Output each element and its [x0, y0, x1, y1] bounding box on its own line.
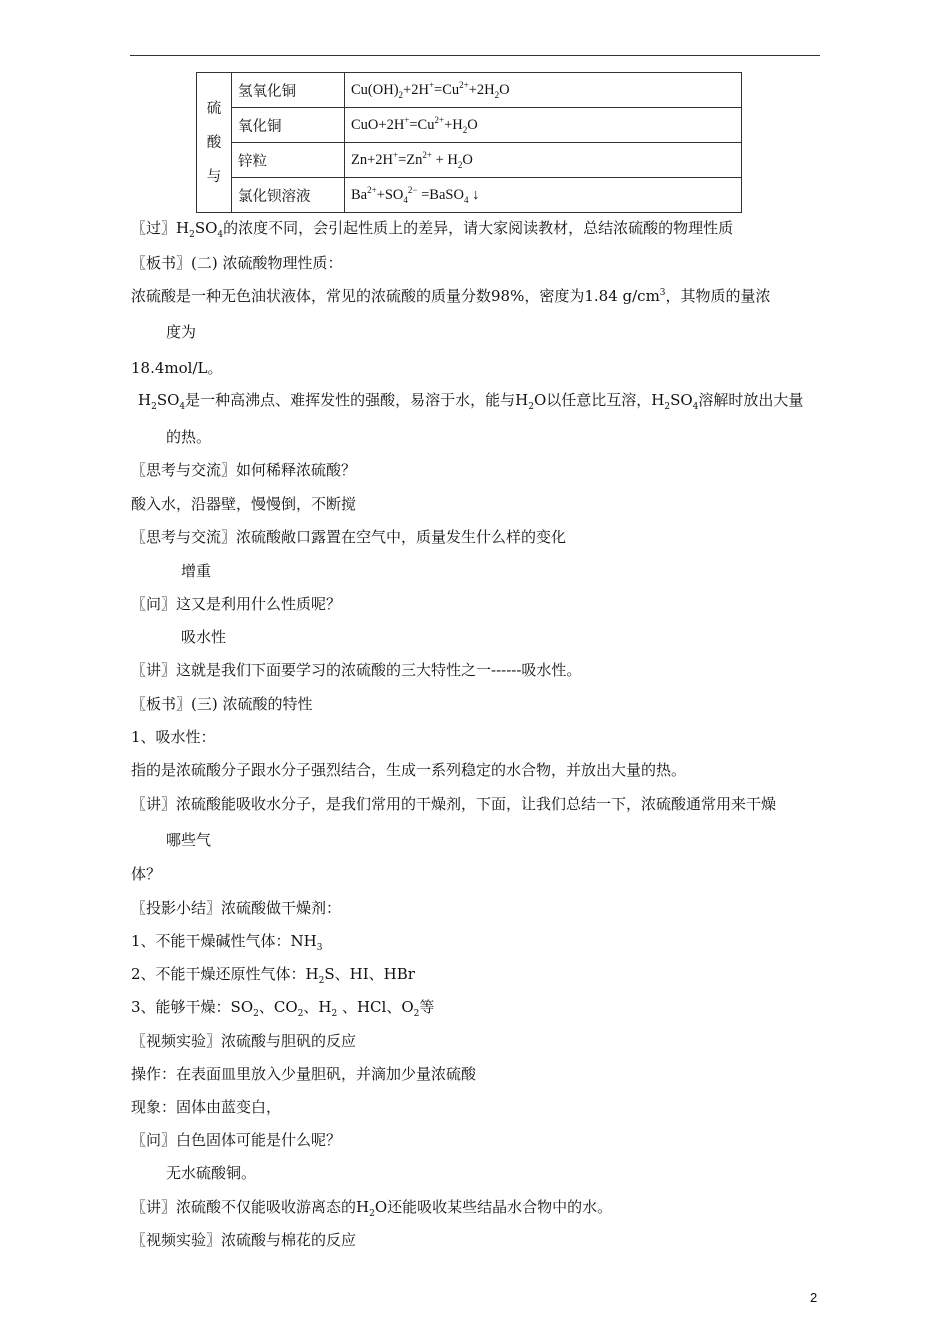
- text-line: 〖板书〗(三) 浓硫酸的特性: [131, 695, 313, 713]
- text-line: 〖过〗$H_2SO_4$的浓度不同，会引起性质上的差异，请大家阅读教材，总结浓硫酸的物理性质: [131, 219, 734, 240]
- text-line: 18.4mol/L。: [131, 359, 223, 377]
- text-line: 〖问〗白色固体可能是什么呢？: [131, 1131, 342, 1149]
- text-line: 3、能够干燥：$SO_2$、$CO_2$、$H_2$ 、HCl、$O_2$等: [131, 998, 435, 1019]
- text-line: 〖板书〗(二) 浓硫酸物理性质：: [131, 254, 343, 272]
- table-row: [197, 178, 742, 213]
- text-line: $H_2SO_4$是一种高沸点、难挥发性的强酸，易溶于水，能与$H_2O$以任意比互溶，$H_2SO_4$溶解时放出大量: [138, 391, 804, 412]
- table-row: [197, 143, 742, 178]
- text-line: 现象：固体由蓝变白，: [131, 1098, 282, 1116]
- text-line: 操作：在表面皿里放入少量胆矾，并滴加少量浓硫酸: [131, 1065, 477, 1083]
- page-number: 2: [810, 1290, 818, 1305]
- reagent-name: 锌粒: [232, 143, 345, 178]
- text-line: 1、吸水性：: [131, 728, 216, 746]
- text-line: 〖讲〗浓硫酸能吸收水分子，是我们常用的干燥剂，下面，让我们总结一下，浓硫酸通常用来干燥: [131, 795, 777, 813]
- text-line: 浓硫酸是一种无色油状液体，常见的浓硫酸的质量分数98%，密度为1.84 $g/cm^3$，其物质的量浓: [131, 287, 771, 305]
- header-rule: [130, 55, 820, 56]
- text-line: 指的是浓硫酸分子跟水分子强烈结合，生成一系列稳定的水合物，并放出大量的热。: [131, 761, 687, 779]
- ionic-equation: $Cu(OH)_2+2H^+=Cu^{2+}+2H_2O$: [345, 73, 742, 108]
- text-line: 哪些气: [166, 831, 212, 849]
- text-line: 〖思考与交流〗如何稀释浓硫酸？: [131, 461, 357, 479]
- reagent-name: 氧化铜: [232, 108, 345, 143]
- table-row: [197, 108, 742, 143]
- side-char: 与: [206, 168, 222, 185]
- text-line: 〖投影小结〗浓硫酸做干燥剂：: [131, 899, 342, 917]
- text-line: 1、不能干燥碱性气体：$NH_3$: [131, 932, 323, 953]
- text-line: 吸水性: [181, 628, 227, 646]
- text-line: 〖视频实验〗浓硫酸与棉花的反应: [131, 1231, 357, 1249]
- text-line: 〖讲〗浓硫酸不仅能吸收游离态的$H_2O$还能吸收某些结晶水合物中的水。: [131, 1198, 613, 1219]
- text-line: 〖问〗这又是利用什么性质呢？: [131, 595, 342, 613]
- text-line: 增重: [181, 562, 212, 580]
- table-row: [197, 73, 742, 108]
- text-line: 酸入水，沿器壁，慢慢倒，不断搅: [131, 495, 357, 513]
- table-side-label: [197, 73, 232, 213]
- text-line: 的热。: [166, 428, 212, 446]
- text-line: 2、不能干燥还原性气体：$H_2S$、HI、HBr: [131, 965, 415, 986]
- ionic-equation: $CuO+2H^+=Cu^{2+}+H_2O$: [345, 108, 742, 143]
- text-line: 度为: [166, 323, 197, 341]
- side-char: 酸: [206, 134, 222, 151]
- ionic-equation: $Zn+2H^+=Zn^{2+} + H_2O$: [345, 143, 742, 178]
- text-line: 〖思考与交流〗浓硫酸敞口露置在空气中，质量发生什么样的变化: [131, 528, 567, 546]
- side-char: 硫: [206, 100, 222, 117]
- text-line: 〖讲〗这就是我们下面要学习的浓硫酸的三大特性之一------吸水性。: [131, 661, 582, 679]
- reagent-name: 氢氧化铜: [232, 73, 345, 108]
- reaction-table: [196, 72, 742, 213]
- text-line: 无水硫酸铜。: [166, 1164, 257, 1182]
- reagent-name: 氯化钡溶液: [232, 178, 345, 213]
- ionic-equation: $Ba^{2+}+SO_4^{2-}$ =BaSO$_4$ ↓: [345, 178, 742, 213]
- text-line: 〖视频实验〗浓硫酸与胆矾的反应: [131, 1032, 357, 1050]
- text-line: 体？: [131, 865, 162, 883]
